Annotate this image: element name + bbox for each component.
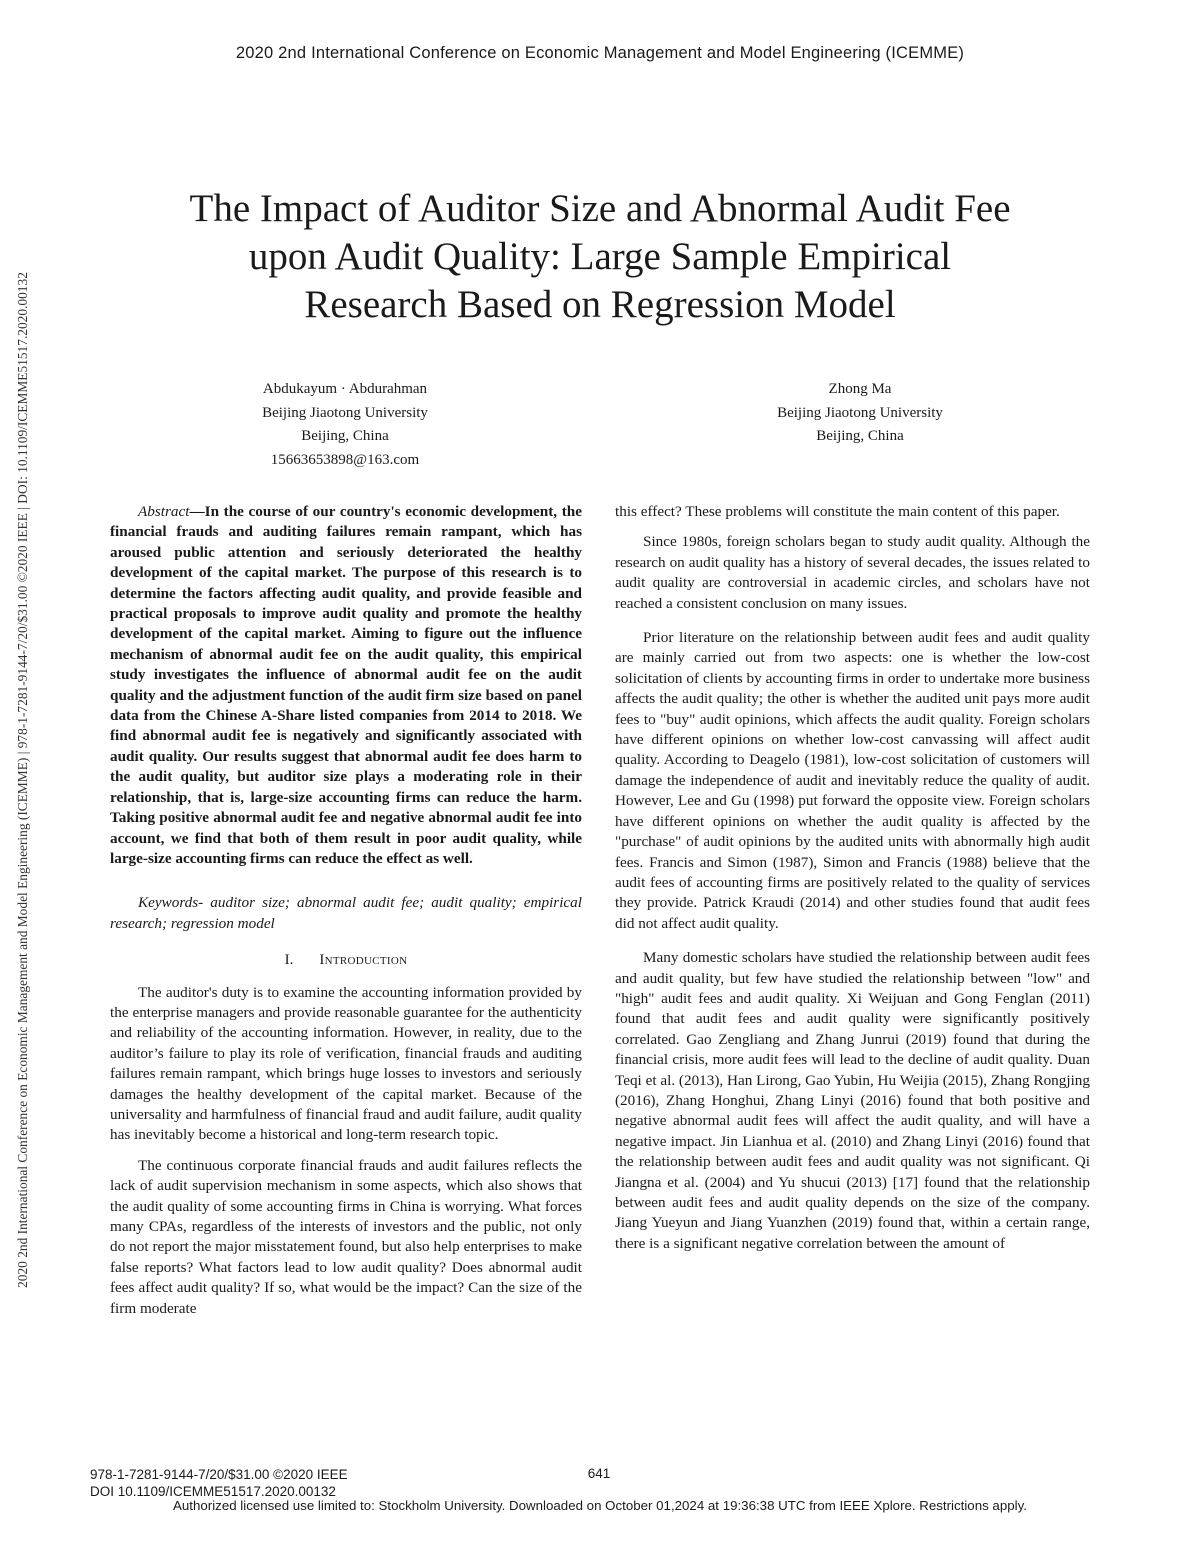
author-affiliation: Beijing Jiaotong University	[262, 404, 428, 421]
author-location: Beijing, China	[816, 428, 904, 444]
abstract-dash: —	[189, 503, 205, 520]
author-location: Beijing, China	[301, 428, 389, 444]
footer-isbn: 978-1-7281-9144-7/20/$31.00 ©2020 IEEE	[90, 1467, 348, 1482]
body-paragraph: Prior literature on the relationship between audit fees and audit quality are mainly carried out from two aspects: one is whether the low-cost solicitation of clients by accounting firms in order to undertake more business affects the audit quality; the other is whether the audited unit pays more audit fees to "buy" audit opinions, which affects the audit quality. Foreign scholars have different opinions on whether low-cost canvassing will affect audit quality. According to Deagelo (1981), low-cost solicitation of customers will damage the independence of audit and inevitably reduce the quality of audit. However, Lee and Gu (1998) put forward the opposite view. Foreign scholars have different opinions on whether the audit quality is affected by the "purchase" of audit opinions by the audited units with abnormally high audit fees. Francis and Simon (1987), Simon and Francis (1988) believe that the audit fees of accounting firms are positively related to the quality of services they provide. Patrick Kraudi (2014) and other studies found that audit fees did not affect audit quality.	[615, 629, 1090, 932]
author-block-1	[180, 378, 510, 472]
left-column	[110, 502, 582, 1319]
right-column	[615, 502, 1090, 1254]
body-paragraph: The auditor's duty is to examine the accounting information provided by the enterprise managers and provide reasonable guarantee for the authenticity and reliability of the accounting information. However, in reality, due to the auditor’s failure to play its role of verification, financial frauds and auditing failures remain rampant, which brings huge losses to investors and seriously damages the healthy development of the capital market. Because of the universality and harmfulness of financial fraud and audit failure, audit quality has inevitably become a historical and long-term research topic.	[110, 983, 582, 1144]
author-name: Zhong Ma	[828, 381, 892, 397]
title-line-2: upon Audit Quality: Large Sample Empirical	[248, 235, 952, 278]
license-notice: Authorized licensed use limited to: Stockholm University. Downloaded on October 01,2024 at 19:36:38 UTC from IEEE Xplore. Restrictions apply.	[173, 1498, 1027, 1513]
footer-doi: DOI 10.1109/ICEMME51517.2020.00132	[90, 1484, 336, 1499]
abstract-text: In the course of our country's economic development, the financial frauds and auditing failures remain rampant, which has aroused public attention and seriously deteriorated the healthy development of the capital market. The purpose of this research is to determine the factors affecting audit quality, and provide feasible and practical proposals to improve audit quality and promote the healthy development of the capital market. Aiming to figure out the influence mechanism of abnormal audit fee on the audit quality, this empirical study investigates the influence of abnormal audit fee on the audit quality and the adjustment function of the audit firm size based on panel data from the Chinese A-Share listed companies from 2014 to 2018. We find abnormal audit fee is negatively and significantly associated with audit quality. Our results suggest that abnormal audit fee does harm to the audit quality, but auditor size plays a moderating role in their relationship, that is, large-size accounting firms can reduce the harm. Taking positive abnormal audit fee and negative abnormal audit fee into account, we find that both of them result in poor audit quality, while large-size accounting firms can reduce the effect as well.	[110, 503, 582, 867]
body-paragraph: Since 1980s, foreign scholars began to study audit quality. Although the research on audit quality has a history of several decades, the issues related to audit quality are controversial in academic circles, and scholars have not reached a consistent conclusion on many issues.	[615, 533, 1090, 612]
section-number: I.	[284, 952, 294, 969]
keywords: Keywords- auditor size; abnormal audit fee; audit quality; empirical research; regression model	[110, 894, 582, 932]
side-note-text: 2020 2nd International Conference on Economic Management and Model Engineering (ICEMME) | 978-1-7281-9144-7/20/$31.00 ©2020 IEEE | DOI: 10.1109/ICEMME51517.2020.00132	[15, 272, 30, 1288]
conference-header: 2020 2nd International Conference on Economic Management and Model Engineering (ICEMME)	[235, 44, 965, 62]
abstract	[110, 502, 582, 869]
abstract-label: Abstract	[138, 503, 190, 520]
paper-title	[100, 185, 1100, 329]
section-title: Introduction	[319, 952, 408, 969]
body-paragraph: The continuous corporate financial frauds and audit failures reflects the lack of audit supervision mechanism in some aspects, which also shows that the audit quality of some accounting firms in China is worrying. What forces many CPAs, regardless of the interests of investors and the public, not only do not report the major misstatement found, but also help enterprises to make false reports? What factors lead to low audit quality? Does abnormal audit fees affect audit quality? If so, what would be the impact? Can the size of the firm moderate	[110, 1156, 582, 1317]
page-number: 641	[587, 1466, 611, 1481]
title-line-1: The Impact of Auditor Size and Abnormal Audit Fee	[189, 187, 1011, 230]
section-heading-introduction	[110, 950, 582, 970]
author-affiliation: Beijing Jiaotong University	[777, 404, 943, 421]
body-paragraph: Many domestic scholars have studied the relationship between audit fees and audit quality, but few have studied the relationship between "low" and "high" audit fees and audit quality. Xi Weijuan and Gong Fenglan (2011) found that audit fees and audit quality were significantly positively correlated. Gao Zengliang and Zhang Junrui (2019) found that during the financial crisis, more audit fees will lead to the decline of audit quality. Duan Teqi et al. (2013), Han Lirong, Gao Yubin, Hu Weijia (2015), Zhang Rongjing (2016), Zhang Honghui, Zhang Linyi (2016) found that both positive and negative abnormal audit fees will affect the audit quality, and will have a negative impact. Jin Lianhua et al. (2010) and Zhang Linyi (2016) found that the relationship between audit fees and audit quality was not significant. Qi Jiangna et al. (2004) and Yu shucui (2013) [17] found that the relationship between audit fees and audit quality depends on the size of the company. Jiang Yueyun and Jiang Yuanzhen (2019) found that, within a certain range, there is a significant negative correlation between the amount of	[615, 949, 1090, 1252]
title-line-3: Research Based on Regression Model	[304, 283, 896, 326]
footer-identifiers	[90, 1466, 348, 1500]
author-block-2	[695, 378, 1025, 449]
body-paragraph-continuation: this effect? These problems will constitute the main content of this paper.	[615, 503, 1060, 520]
author-email: 15663653898@163.com	[270, 451, 420, 468]
author-name: Abdukayum · Abdurahman	[262, 381, 428, 397]
